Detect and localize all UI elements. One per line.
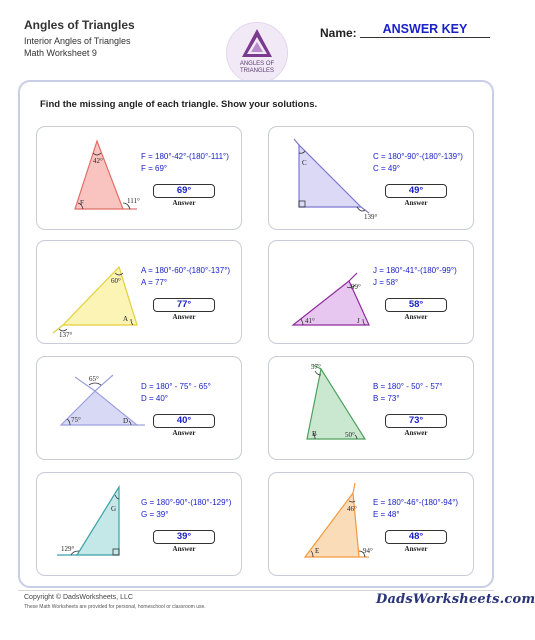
angle-label: 75° [71,416,81,424]
answer-box[interactable]: 77° [153,298,215,312]
answer-box[interactable]: 69° [153,184,215,198]
angle-label: A [123,315,129,323]
worksheet-subtitle: Interior Angles of Triangles [24,36,131,46]
answer-label: Answer [172,313,196,321]
problem-card-4 [268,240,474,344]
usage-note: These Math Worksheets are provided for personal, homeschool or classroom use. [24,604,206,610]
angle-label: 65° [89,375,99,383]
answer-label: Answer [172,545,196,553]
angle-label: J [357,317,360,325]
footer-divider [18,590,494,591]
angle-label: B [312,430,317,438]
answer-label: Answer [404,313,428,321]
answer-label: Answer [404,545,428,553]
angle-label: 129° [61,545,75,553]
answer-box[interactable]: 58° [385,298,447,312]
angle-label: 50° [345,431,355,439]
problem-card-1 [36,126,242,230]
angle-label: 94° [363,547,373,555]
solution: J = 180°-41°-(180°-99°) J = 58° [373,266,457,287]
worksheet-number: Math Worksheet 9 [24,48,97,58]
triangle-diagram-4 [269,241,373,343]
answer-label: Answer [404,199,428,207]
copyright: Copyright © DadsWorksheets, LLC [24,594,133,601]
solution: G = 180°-90°-(180°-129°) G = 39° [141,498,232,519]
triangle-diagram-6 [269,357,373,459]
answer-box[interactable]: 49° [385,184,447,198]
answer-label: Answer [172,429,196,437]
angle-label: F [80,199,84,207]
triangle-diagram-5 [37,357,141,459]
brand-logo[interactable]: DadsWorksheets.com [376,592,535,607]
problem-card-2 [268,126,474,230]
answer-box[interactable]: 39° [153,530,215,544]
solution: E = 180°-46°-(180°-94°) E = 48° [373,498,459,519]
angle-label: 111° [127,197,140,205]
angle-label: 60° [111,277,121,285]
angle-label: G [111,505,117,513]
solution: B = 180° - 50° - 57° B = 73° [373,382,443,403]
problem-card-3 [36,240,242,344]
logo-text: ANGLES OF TRIANGLES [239,61,275,74]
triangle-logo [226,22,288,84]
solution: A = 180°-60°-(180°-137°) A = 77° [141,266,231,287]
angle-label: E [315,547,320,555]
name-field[interactable]: ANSWER KEY [360,22,490,38]
angle-label: 42° [93,157,103,165]
angle-label: 139° [364,213,378,221]
instructions: Find the missing angle of each triangle. Show your solutions. [40,99,318,110]
answer-box[interactable]: 40° [153,414,215,428]
problem-card-7 [36,472,242,576]
angle-label: 99° [351,283,361,291]
angle-label: 57° [311,363,321,371]
angle-label: 41° [305,317,315,325]
problem-card-8 [268,472,474,576]
triangle-diagram-7 [37,473,141,575]
worksheet-title: Angles of Triangles [24,18,135,32]
angle-label: C [302,159,307,167]
triangle-diagram-2 [269,127,378,229]
angle-label: 137° [59,331,73,339]
angle-label: 46° [347,505,357,513]
triangle-diagram-8 [269,473,373,575]
solution: C = 180°-90°-(180°-139°) C = 49° [373,152,463,173]
solution: D = 180° - 75° - 65° D = 40° [141,382,211,403]
name-label: Name: [320,26,357,40]
angle-label: D [123,417,129,425]
answer-label: Answer [404,429,428,437]
answer-box[interactable]: 48° [385,530,447,544]
triangle-diagram-3 [37,241,141,343]
problem-card-6 [268,356,474,460]
triangle-diagram-1 [37,127,141,229]
answer-box[interactable]: 73° [385,414,447,428]
solution: F = 180°-42°-(180°-111°) F = 69° [141,152,229,173]
answer-label: Answer [172,199,196,207]
worksheet-header [24,18,135,59]
problem-card-5 [36,356,242,460]
